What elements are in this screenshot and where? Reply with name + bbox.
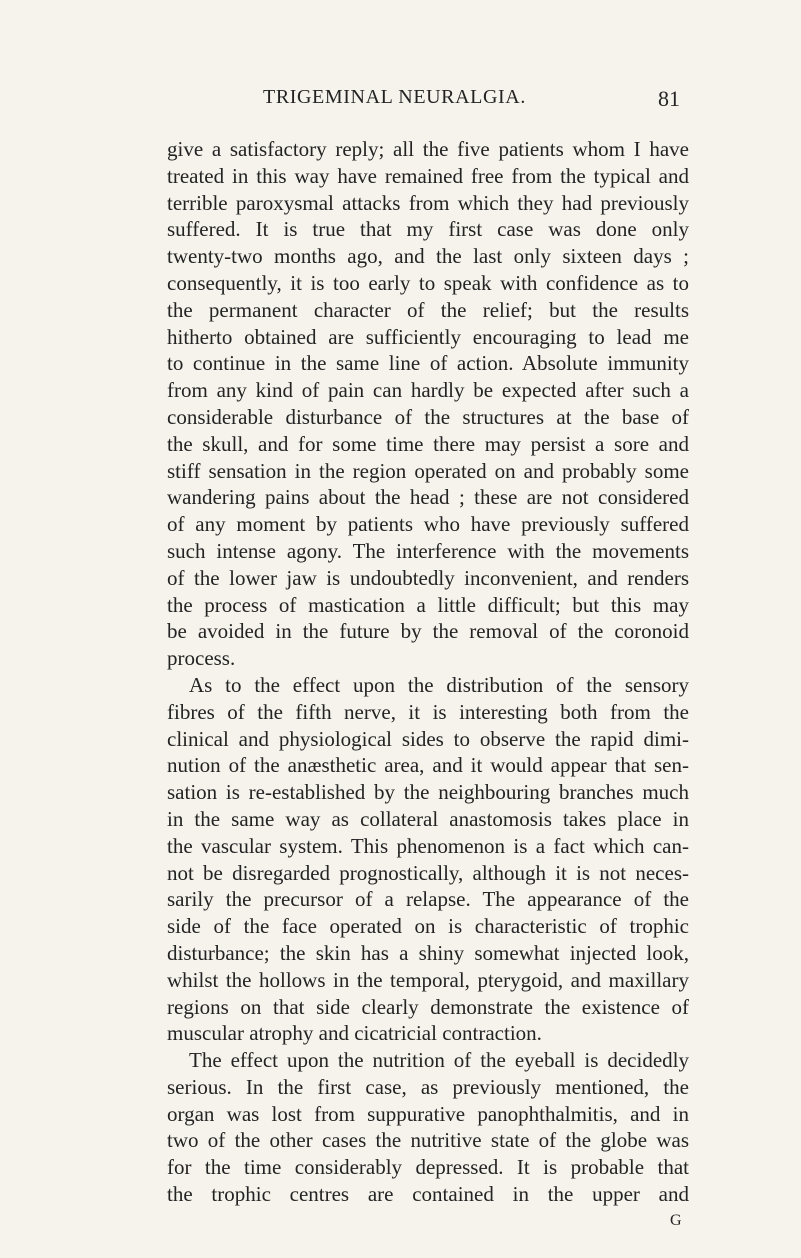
text-line: of the lower jaw is undoubtedly inconvenient, and renders [167,565,689,590]
text-line: considerable disturbance of the structures at the base of [167,404,689,429]
text-line: treated in this way have remained free from the typical and [167,163,689,188]
text-line: the process of mastication a little difficult; but this may [167,592,689,617]
text-line: give a satisfactory reply; all the five patients whom I have [167,137,689,161]
text-line: consequently, it is too early to speak with confidence as to [167,270,689,295]
text-line: clinical and physiological sides to observe the rapid dimi- [167,726,689,751]
text-line: organ was lost from suppurative panophthalmitis, and in [167,1101,689,1126]
text-line: to continue in the same line of action. Absolute immunity [167,351,689,376]
text-line: the skull, and for some time there may persist a sore and [167,431,689,456]
text-line: for the time considerably depressed. It is probable that [167,1155,689,1180]
running-title: TRIGEMINAL NEURALGIA. [263,86,526,108]
text-line: be avoided in the future by the removal of the coronoid [167,619,689,644]
text-line: serious. In the first case, as previously mentioned, the [167,1074,689,1099]
text-line: side of the face operated on is characteristic of trophic [167,914,689,939]
text-line: two of the other cases the nutritive state of the globe was [167,1128,689,1153]
page-header [0,86,801,116]
text-line: process. [167,646,236,671]
text-line: suffered. It is true that my first case was done only [167,217,689,242]
text-line: of any moment by patients who have previously suffered [167,512,689,537]
text-line: the permanent character of the relief; but the results [167,297,689,322]
text-line: not be disregarded prognostically, although it is not neces- [167,860,689,885]
text-line: sation is re-established by the neighbouring branches much [167,780,689,805]
text-line: terrible paroxysmal attacks from which they had previously [167,190,689,215]
text-line: wandering pains about the head ; these are not considered [167,485,689,510]
text-line: muscular atrophy and cicatricial contraction. [167,1021,542,1046]
text-line: nution of the anæsthetic area, and it would appear that sen- [167,753,689,778]
text-line: the trophic centres are contained in the upper and [167,1182,689,1207]
text-line: fibres of the fifth nerve, it is interesting both from the [167,699,689,724]
text-line: the vascular system. This phenomenon is a fact which can- [167,833,689,858]
text-line: twenty-two months ago, and the last only sixteen days ; [167,244,689,269]
text-line: As to the effect upon the distribution of the sensory [189,672,689,697]
text-line: The effect upon the nutrition of the eyeball is decidedly [189,1048,689,1073]
signature-mark: G [670,1212,682,1229]
page-number: 81 [658,86,680,111]
text-line: stiff sensation in the region operated on and probably some [167,458,689,483]
text-line: sarily the precursor of a relapse. The appearance of the [167,887,689,912]
text-line: from any kind of pain can hardly be expected after such a [167,378,689,403]
body-text [167,136,689,1208]
text-line: hitherto obtained are sufficiently encouraging to lead me [167,324,689,349]
text-line: disturbance; the skin has a shiny somewhat injected look, [167,940,689,965]
text-line: whilst the hollows in the temporal, pterygoid, and maxillary [167,967,689,992]
text-line: regions on that side clearly demonstrate the existence of [167,994,689,1019]
text-line: such intense agony. The interference with the movements [167,538,689,563]
text-line: in the same way as collateral anastomosis takes place in [167,806,689,831]
